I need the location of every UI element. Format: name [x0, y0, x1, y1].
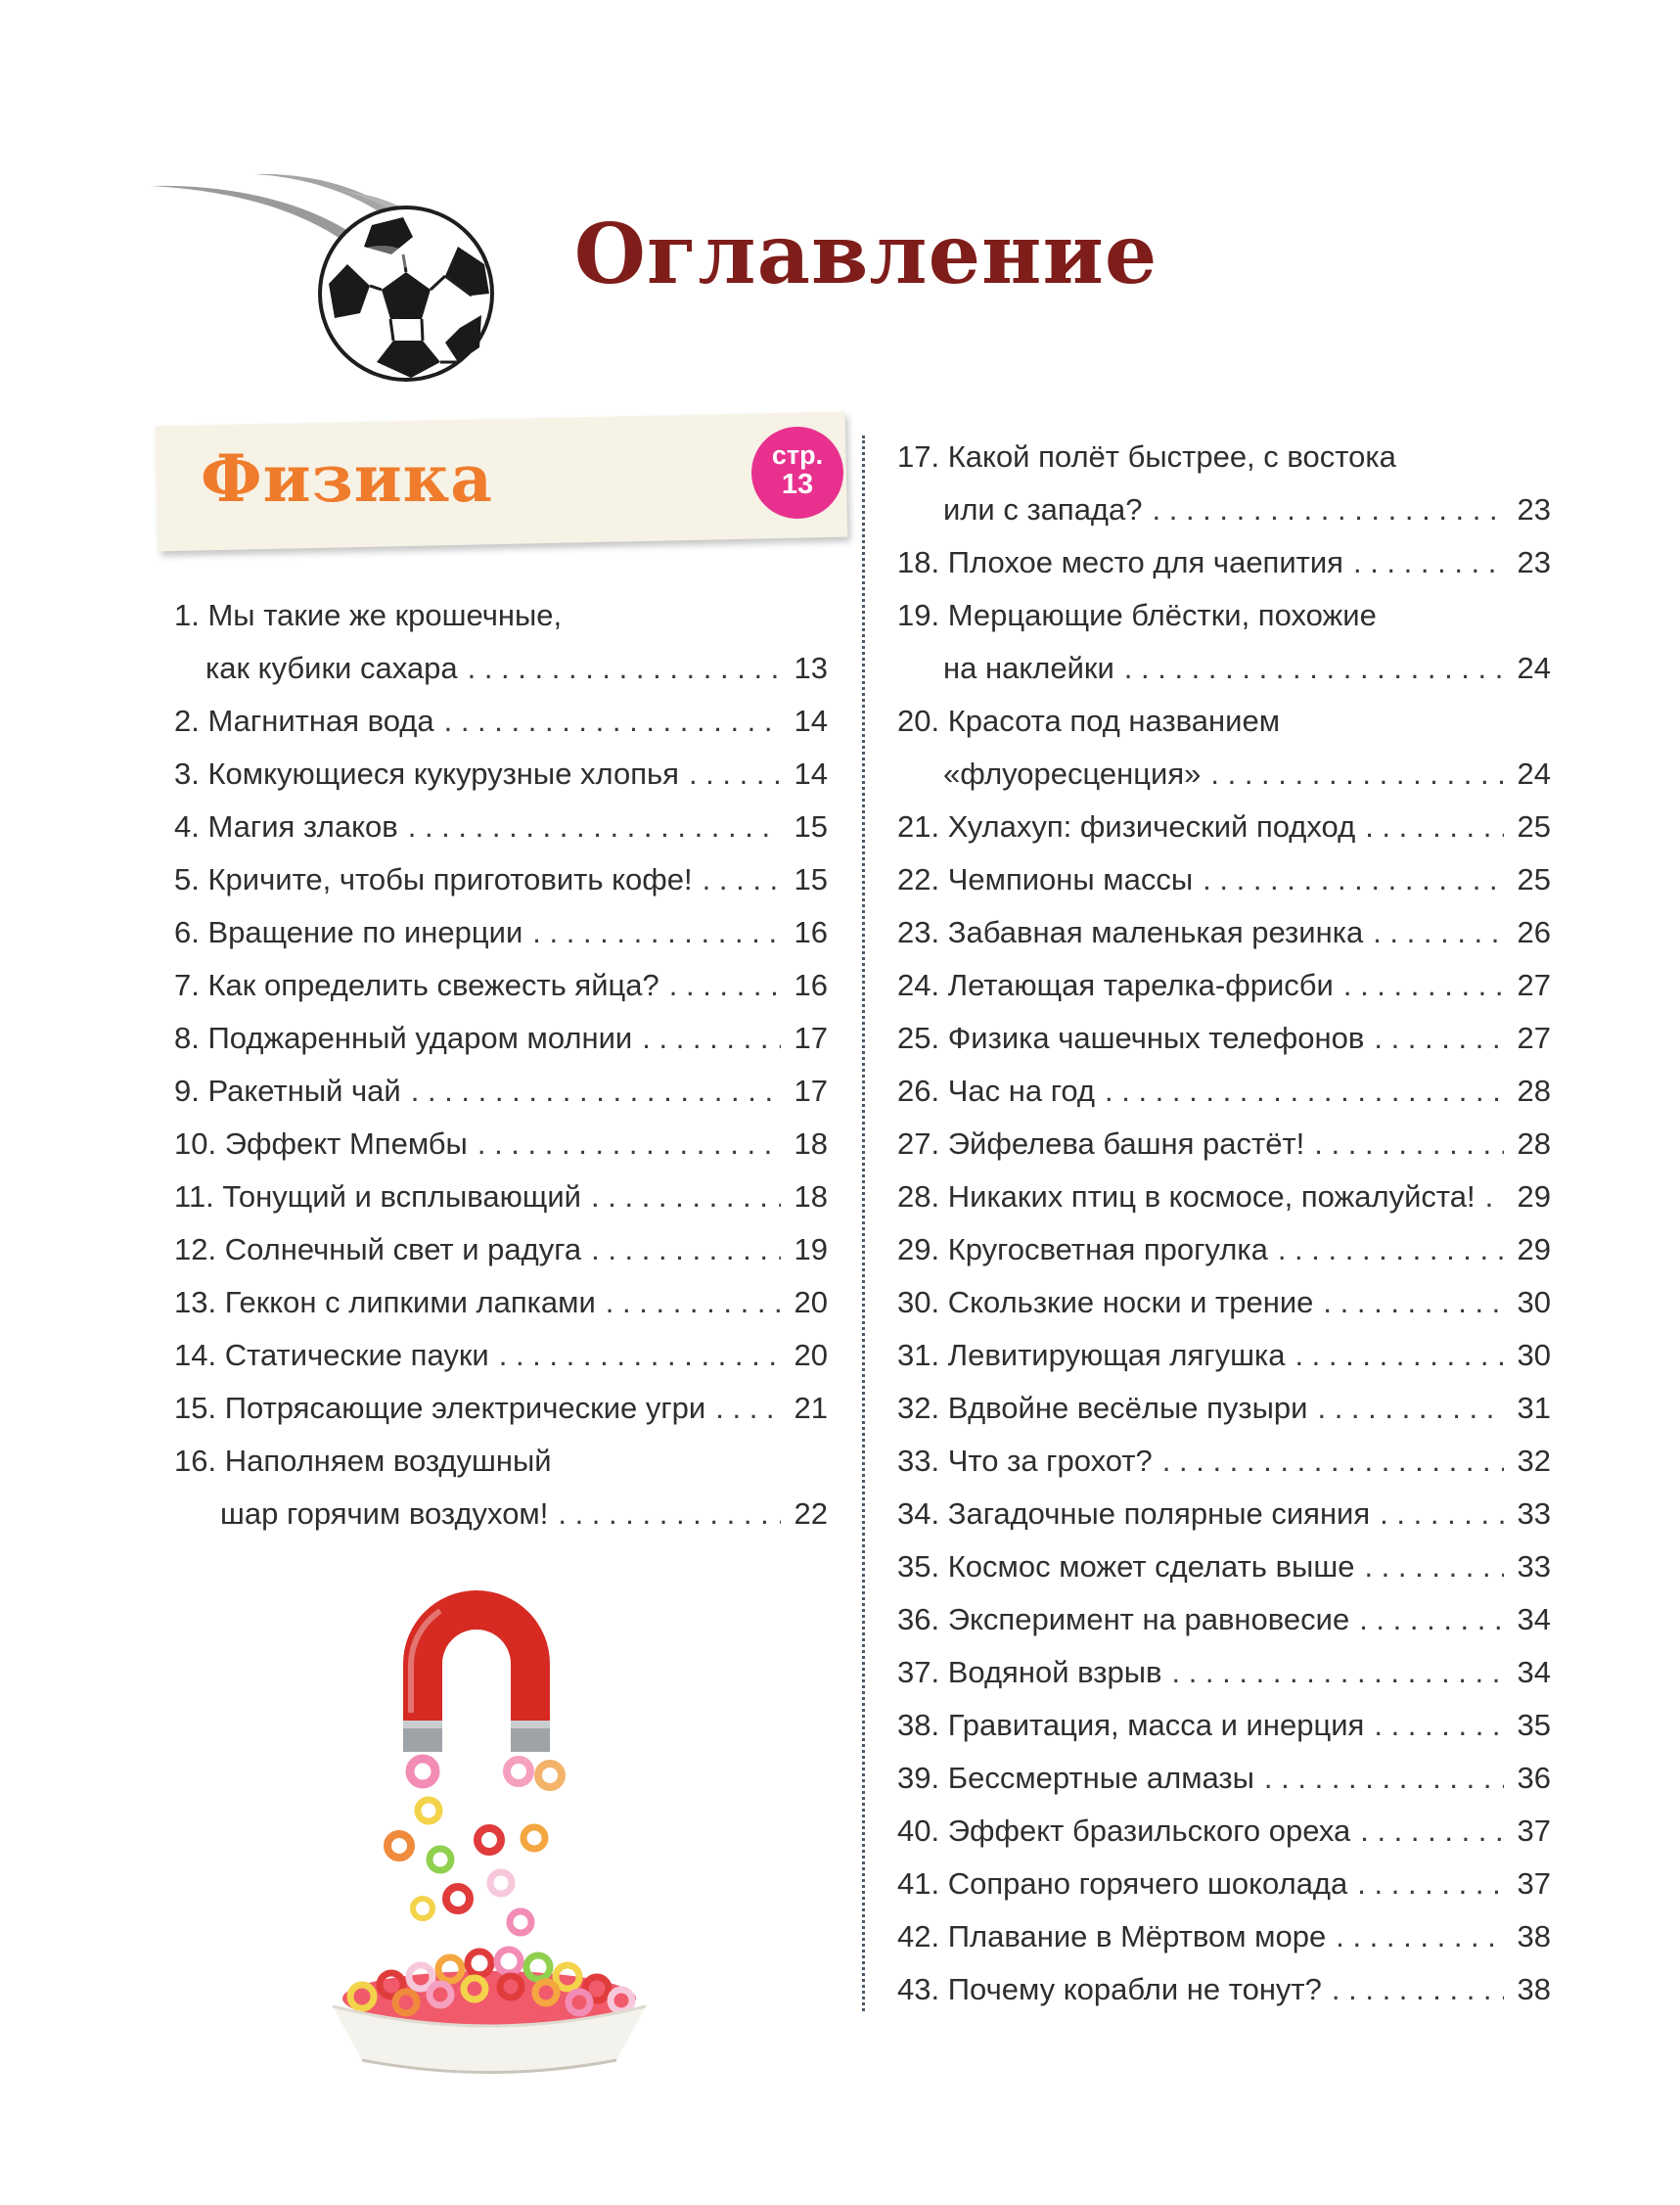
toc-entry-page: 18: [794, 1126, 828, 1161]
toc-entry-number: 5.: [174, 862, 200, 896]
toc-entry-title: Сопрано горячего шоколада: [947, 1866, 1348, 1901]
toc-entry-number: 1.: [174, 598, 200, 632]
toc-entry[interactable]: [897, 536, 1551, 589]
toc-entry-title: Поджаренный ударом молнии: [207, 1021, 633, 1055]
dot-leader: [1171, 1646, 1504, 1699]
dot-leader: [669, 959, 781, 1012]
dot-leader: [642, 1012, 781, 1065]
magnet-icon: [403, 1590, 550, 1752]
toc-entry-page: 23: [1517, 545, 1551, 579]
toc-entry-title: или с запада?: [943, 492, 1143, 527]
toc-entry-title: Комкующиеся кукурузные хлопья: [207, 757, 679, 791]
toc-entry-number: 37.: [897, 1655, 940, 1689]
toc-entry[interactable]: [897, 1646, 1551, 1699]
dot-leader: [1359, 1593, 1504, 1646]
toc-entry[interactable]: [174, 959, 828, 1012]
toc-entry-page: 15: [794, 809, 828, 844]
toc-entry-number: 25.: [897, 1021, 940, 1055]
dot-leader: [606, 1276, 781, 1329]
dot-leader: [477, 1118, 781, 1171]
toc-entry-number: 34.: [897, 1496, 940, 1531]
dot-leader: [703, 853, 781, 906]
toc-entry[interactable]: [174, 1435, 828, 1540]
toc-entry[interactable]: [174, 1276, 828, 1329]
toc-entry[interactable]: [174, 695, 828, 748]
toc-entry-number: 11.: [174, 1179, 214, 1214]
toc-entry-number: 7.: [174, 968, 200, 1002]
toc-entry[interactable]: [897, 1910, 1551, 1963]
toc-entry-number: 18.: [897, 545, 940, 579]
toc-entry-title: Кричите, чтобы приготовить кофе!: [207, 862, 693, 896]
toc-entry[interactable]: [897, 1435, 1551, 1488]
badge-label: стр.: [771, 440, 824, 470]
dot-leader: [1153, 483, 1505, 536]
toc-entry-number: 8.: [174, 1021, 200, 1055]
dot-leader: [468, 642, 781, 695]
dot-leader: [444, 695, 781, 748]
dot-leader: [1380, 1488, 1504, 1540]
badge-page: 13: [781, 469, 814, 500]
dot-leader: [1485, 1171, 1504, 1223]
toc-entry-page: 36: [1517, 1761, 1551, 1795]
toc-entry-page: 24: [1517, 757, 1551, 791]
toc-entry-title: Вдвойне весёлые пузыри: [947, 1391, 1308, 1425]
dot-leader: [1162, 1435, 1504, 1488]
column-divider: [862, 436, 865, 2011]
toc-entry[interactable]: [174, 1171, 828, 1223]
toc-entry[interactable]: [897, 959, 1551, 1012]
toc-entry-number: 17.: [897, 439, 940, 474]
toc-entry-number: 43.: [897, 1972, 940, 2006]
toc-entry-page: 28: [1517, 1126, 1551, 1161]
toc-entry-page: 16: [794, 915, 828, 949]
toc-entry-title: Ракетный чай: [207, 1074, 401, 1108]
toc-entry-number: 33.: [897, 1444, 940, 1478]
magnet-cereal-illustration: [294, 1566, 665, 2075]
toc-entry-page: 28: [1517, 1074, 1551, 1108]
toc-entry[interactable]: [897, 906, 1551, 959]
toc-entry[interactable]: [174, 1012, 828, 1065]
dot-leader: [1105, 1065, 1504, 1118]
toc-entry-page: 30: [1517, 1285, 1551, 1319]
toc-entry[interactable]: [897, 1858, 1551, 1910]
toc-entry-number: 40.: [897, 1814, 940, 1848]
toc-entry-title: Водяной взрыв: [947, 1655, 1162, 1689]
toc-entry[interactable]: [897, 695, 1551, 801]
toc-entry-number: 42.: [897, 1919, 940, 1953]
toc-entry[interactable]: [174, 801, 828, 853]
dot-leader: [1374, 1699, 1504, 1752]
toc-entry-title: Мы такие же крошечные,: [207, 598, 563, 632]
toc-entry-title: Загадочные полярные сияния: [947, 1496, 1371, 1531]
toc-entry-title: Гравитация, масса и инерция: [947, 1708, 1365, 1742]
toc-entry-title: Космос может сделать выше: [947, 1549, 1355, 1584]
toc-entry-title: Что за грохот?: [947, 1444, 1153, 1478]
toc-entry-number: 23.: [897, 915, 940, 949]
toc-entry-title: как кубики сахара: [205, 651, 458, 685]
toc-entry-page: 24: [1517, 651, 1551, 685]
toc-entry-title: Эйфелева башня растёт!: [947, 1126, 1305, 1161]
toc-entry-title: Хулахуп: физический подход: [947, 809, 1356, 844]
toc-entry-title: на наклейки: [943, 651, 1114, 685]
toc-entry[interactable]: [897, 801, 1551, 853]
toc-entry-page: 20: [794, 1338, 828, 1372]
toc-entry-title: Магия злаков: [207, 809, 398, 844]
toc-entry[interactable]: [897, 1963, 1551, 2016]
toc-entry-title: «флуоресценция»: [943, 757, 1202, 791]
toc-entry[interactable]: [897, 1752, 1551, 1805]
toc-entry-number: 3.: [174, 757, 200, 791]
toc-entry[interactable]: [174, 1223, 828, 1276]
toc-entry[interactable]: [174, 589, 828, 695]
dot-leader: [1336, 1910, 1504, 1963]
toc-entry-page: 27: [1517, 968, 1551, 1002]
dot-leader: [558, 1488, 781, 1540]
toc-entry-number: 19.: [897, 598, 940, 632]
dot-leader: [1278, 1223, 1504, 1276]
toc-entry-number: 41.: [897, 1866, 940, 1901]
toc-entry-page: 29: [1517, 1179, 1551, 1214]
toc-entry-page: 30: [1517, 1338, 1551, 1372]
toc-entry[interactable]: [897, 431, 1551, 536]
toc-entry-number: 9.: [174, 1074, 200, 1108]
toc-right-column: [897, 431, 1551, 2016]
toc-entry[interactable]: [897, 1329, 1551, 1382]
toc-entry-title: Скользкие носки и трение: [947, 1285, 1314, 1319]
dot-leader: [689, 748, 781, 801]
toc-entry-title: Почему корабли не тонут?: [947, 1972, 1322, 2006]
toc-entry[interactable]: [897, 1118, 1551, 1171]
dot-leader: [1264, 1752, 1504, 1805]
toc-entry-title: Физика чашечных телефонов: [947, 1021, 1365, 1055]
toc-entry-title: Час на год: [947, 1074, 1095, 1108]
toc-entry[interactable]: [174, 1065, 828, 1118]
toc-entry-page: 13: [794, 651, 828, 685]
toc-entry[interactable]: [174, 853, 828, 906]
toc-entry-page: 23: [1517, 492, 1551, 527]
toc-entry-page: 33: [1517, 1496, 1551, 1531]
toc-entry-page: 38: [1517, 1919, 1551, 1953]
dot-leader: [1210, 748, 1504, 801]
toc-entry-number: 29.: [897, 1232, 940, 1266]
cereal-pieces: [387, 1759, 562, 1933]
toc-entry-page: 21: [794, 1391, 828, 1425]
toc-entry-page: 19: [794, 1232, 828, 1266]
toc-entry-title: Чемпионы массы: [947, 862, 1194, 896]
toc-entry-page: 32: [1517, 1444, 1551, 1478]
dot-leader: [1203, 853, 1504, 906]
toc-entry-page: 25: [1517, 862, 1551, 896]
toc-entry-number: 26.: [897, 1074, 940, 1108]
dot-leader: [1314, 1118, 1504, 1171]
dot-leader: [532, 906, 781, 959]
dot-leader: [1373, 906, 1504, 959]
toc-entry-number: 6.: [174, 915, 200, 949]
toc-entry-page: 37: [1517, 1814, 1551, 1848]
toc-entry-title: Летающая тарелка-фрисби: [947, 968, 1334, 1002]
toc-entry[interactable]: [897, 1699, 1551, 1752]
dot-leader: [411, 1065, 781, 1118]
toc-entry-page: 18: [794, 1179, 828, 1214]
toc-entry-title: Плавание в Мёртвом море: [947, 1919, 1327, 1953]
toc-entry-title: Никаких птиц в космосе, пожалуйста!: [947, 1179, 1476, 1214]
dot-leader: [408, 801, 781, 853]
toc-entry-page: 25: [1517, 809, 1551, 844]
toc-entry[interactable]: [897, 853, 1551, 906]
toc-entry[interactable]: [897, 1276, 1551, 1329]
toc-entry-page: 26: [1517, 915, 1551, 949]
toc-entry-title: Наполняем воздушный: [224, 1444, 552, 1478]
toc-entry-title: Эксперимент на равновесие: [947, 1602, 1350, 1636]
toc-entry-number: 13.: [174, 1285, 217, 1319]
dot-leader: [1374, 1012, 1504, 1065]
toc-entry-page: 15: [794, 862, 828, 896]
toc-entry[interactable]: [897, 589, 1551, 695]
dot-leader: [591, 1171, 781, 1223]
toc-entry-title: Мерцающие блёстки, похожие: [947, 598, 1377, 632]
toc-entry-page: 16: [794, 968, 828, 1002]
toc-entry-title: Тонущий и всплывающий: [222, 1179, 582, 1214]
toc-entry-title: Как определить свежесть яйца?: [207, 968, 659, 1002]
toc-entry-title: Магнитная вода: [207, 704, 434, 738]
toc-entry-title: Кругосветная прогулка: [947, 1232, 1268, 1266]
toc-entry-page: 27: [1517, 1021, 1551, 1055]
toc-entry-page: 17: [794, 1074, 828, 1108]
dot-leader: [1353, 536, 1504, 589]
toc-entry-page: 14: [794, 704, 828, 738]
toc-entry[interactable]: [897, 1171, 1551, 1223]
toc-entry-number: 14.: [174, 1338, 217, 1372]
toc-entry-title: Солнечный свет и радуга: [224, 1232, 582, 1266]
toc-entry-page: 14: [794, 757, 828, 791]
toc-entry[interactable]: [174, 1329, 828, 1382]
toc-entry-number: 15.: [174, 1391, 217, 1425]
toc-entry-title: Плохое место для чаепития: [947, 545, 1343, 579]
toc-entry[interactable]: [897, 1065, 1551, 1118]
toc-entry-title: Статические пауки: [224, 1338, 489, 1372]
toc-entry-number: 16.: [174, 1444, 217, 1478]
toc-entry-title: шар горячим воздухом!: [220, 1496, 549, 1531]
section-title: Физика: [201, 440, 494, 517]
toc-entry-page: 22: [794, 1496, 828, 1531]
toc-entry-page: 17: [794, 1021, 828, 1055]
dot-leader: [1323, 1276, 1504, 1329]
dot-leader: [715, 1382, 781, 1435]
toc-entry-number: 20.: [897, 704, 940, 738]
cereal-bowl-icon: [333, 1950, 646, 2073]
soccer-ball-icon: [147, 166, 519, 391]
toc-entry-page: 34: [1517, 1655, 1551, 1689]
toc-entry-number: 31.: [897, 1338, 940, 1372]
page-title: Оглавление: [573, 206, 1158, 302]
toc-entry-number: 24.: [897, 968, 940, 1002]
toc-entry-page: 38: [1517, 1972, 1551, 2006]
toc-entry[interactable]: [897, 1012, 1551, 1065]
toc-entry-title: Эффект Мпембы: [224, 1126, 468, 1161]
dot-leader: [591, 1223, 781, 1276]
dot-leader: [1357, 1858, 1504, 1910]
toc-left-column: [174, 589, 828, 1540]
toc-entry-number: 12.: [174, 1232, 217, 1266]
toc-entry-number: 4.: [174, 809, 200, 844]
toc-entry[interactable]: [897, 1805, 1551, 1858]
toc-entry[interactable]: [897, 1223, 1551, 1276]
toc-entry-title: Бессмертные алмазы: [947, 1761, 1254, 1795]
dot-leader: [1332, 1963, 1504, 2016]
toc-entry-page: 35: [1517, 1708, 1551, 1742]
toc-entry-title: Потрясающие электрические угри: [224, 1391, 706, 1425]
toc-entry-page: 20: [794, 1285, 828, 1319]
toc-entry-title: Красота под названием: [947, 704, 1281, 738]
toc-entry-number: 38.: [897, 1708, 940, 1742]
toc-entry-number: 10.: [174, 1126, 217, 1161]
dot-leader: [499, 1329, 781, 1382]
toc-entry-page: 37: [1517, 1866, 1551, 1901]
toc-entry-title: Геккон с липкими лапками: [224, 1285, 596, 1319]
toc-entry-page: 34: [1517, 1602, 1551, 1636]
toc-entry-number: 35.: [897, 1549, 940, 1584]
toc-entry-title: Какой полёт быстрее, с востока: [947, 439, 1396, 474]
toc-entry-number: 32.: [897, 1391, 940, 1425]
toc-entry-page: 31: [1517, 1391, 1551, 1425]
toc-entry[interactable]: [174, 1118, 828, 1171]
toc-entry[interactable]: [174, 906, 828, 959]
toc-entry-number: 39.: [897, 1761, 940, 1795]
toc-entry[interactable]: [897, 1488, 1551, 1540]
toc-entry-number: 28.: [897, 1179, 940, 1214]
toc-entry-title: Эффект бразильского ореха: [947, 1814, 1351, 1848]
toc-entry-number: 2.: [174, 704, 200, 738]
dot-leader: [1343, 959, 1504, 1012]
dot-leader: [1124, 642, 1504, 695]
toc-entry[interactable]: [897, 1382, 1551, 1435]
page-badge: [751, 427, 843, 519]
toc-entry[interactable]: [174, 748, 828, 801]
toc-entry[interactable]: [174, 1382, 828, 1435]
toc-entry[interactable]: [897, 1593, 1551, 1646]
dot-leader: [1294, 1329, 1504, 1382]
toc-entry[interactable]: [897, 1540, 1551, 1593]
toc-entry-number: 30.: [897, 1285, 940, 1319]
toc-entry-title: Левитирующая лягушка: [947, 1338, 1286, 1372]
dot-leader: [1317, 1382, 1504, 1435]
toc-entry-title: Забавная маленькая резинка: [947, 915, 1364, 949]
dot-leader: [1360, 1805, 1504, 1858]
dot-leader: [1364, 1540, 1504, 1593]
toc-entry-number: 21.: [897, 809, 940, 844]
toc-entry-page: 29: [1517, 1232, 1551, 1266]
toc-entry-number: 36.: [897, 1602, 940, 1636]
toc-entry-number: 27.: [897, 1126, 940, 1161]
dot-leader: [1365, 801, 1504, 853]
toc-entry-title: Вращение по инерции: [207, 915, 523, 949]
toc-entry-number: 22.: [897, 862, 940, 896]
toc-entry-page: 33: [1517, 1549, 1551, 1584]
